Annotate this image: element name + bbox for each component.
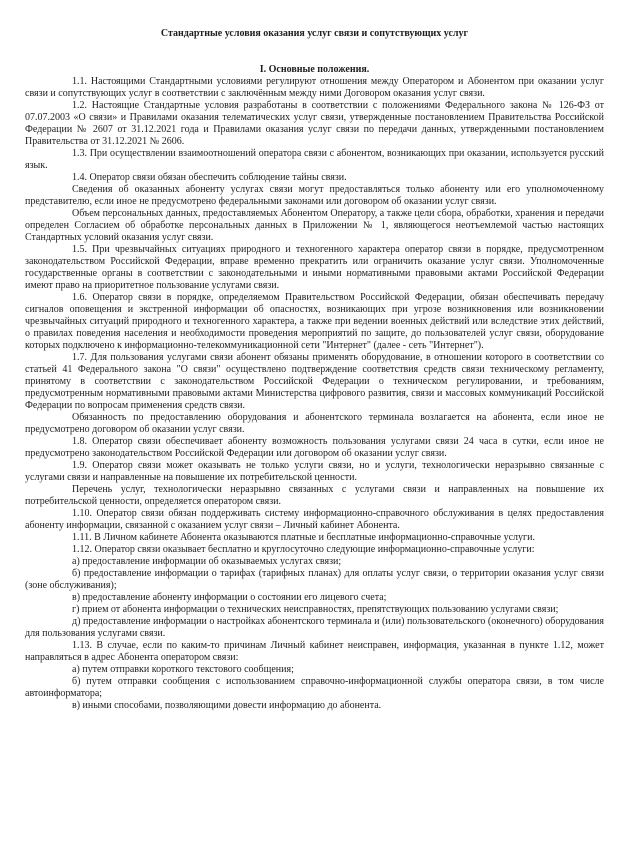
paragraph-1-10: 1.10. Оператор связи обязан поддерживать систему информационно-справочного обслуживания в целях предоставления абоненту информации, связанной с оказанием услуг связи – Личный кабинет Абонента. [25, 508, 604, 531]
paragraph-1-13: 1.13. В случае, если по каким-то причинам Личный кабинет неисправен, информация, указанная в пункте 1.12, может направляться в адрес Абонента оператором связи: [25, 640, 604, 663]
paragraph-1-7: 1.7. Для пользования услугами связи абонент обязаны применять оборудование, в отношении которого в соответствии со статьей 41 Федерального закона "О связи" осуществлено подтверждение соответствия средств связи техническому регламенту, принятому в соответствии с законодательством Российской Федерации о техническом регулировании, и требованиям, предусмотренным нормативными правовыми актами Министерства цифрового развития, связи и массовых коммуникаций Российской Федерации по вопросам применения средств связи. [25, 352, 604, 411]
paragraph-1-2: 1.2. Настоящие Стандартные условия разработаны в соответствии с положениями Федерального закона № 126-ФЗ от 07.07.2003 «О связи» и Правилами оказания телематических услуг связи, утвержденные постановлением Правительства Российской Федерации № 2607 от 31.12.2021 года и Правилами оказания услуг связи по передачи данных, утвержденными постановлением Правительства от 31.12.2021 № 2606. [25, 100, 604, 147]
section-heading: I. Основные положения. [259, 64, 370, 75]
paragraph-1-12: 1.12. Оператор связи оказывает бесплатно и круглосуточно следующие информационно-справочные услуги: [72, 544, 535, 555]
document-title: Стандартные условия оказания услуг связи и сопутствующих услуг [160, 28, 469, 39]
paragraph-1-1: 1.1. Настоящими Стандартными условиями регулируют отношения между Оператором и Абонентом при оказании услуг связи и сопутствующих услуг в соответствии с заключённым между ними Договором оказания услуг связи. [25, 76, 604, 99]
paragraph-1-5: 1.5. При чрезвычайных ситуациях природного и техногенного характера оператор связи в порядке, предусмотренном законодательством Российской Федерации, вправе временно прекратить или ограничить оказание услуг связи. Уполномоченные государственные органы в соответствии с законодательными и иными нормативными правовыми актами Российской Федерации имеют право на приоритетное пользование услугами связи. [25, 244, 604, 291]
list-item-1-12-d: д) предоставление информации о настройках абонентского терминала и (или) пользовательского (оконечного) оборудования для пользования услугами связи. [25, 616, 604, 639]
paragraph-1-9: 1.9. Оператор связи может оказывать не только услуги связи, но и услуги, технологически неразрывно связанные с услугами связи и направленные на повышение их потребительской ценности. [25, 460, 604, 483]
list-item-1-12-v: в) предоставление абоненту информации о состоянии его лицевого счета; [72, 592, 387, 603]
paragraph-1-4-note-2: Объем персональных данных, предоставляемых Абонентом Оператору, а также цели сбора, обработки, хранения и передачи определен Согласием об обработке персональных данных в Приложении № 1, являющегося неотъемлемой частью настоящих Стандартных условий оказания услуг связи. [25, 208, 604, 243]
paragraph-1-4-note-1: Сведения об оказанных абоненту услугах связи могут предоставляться только абоненту или его уполномоченному представителю, если иное не предусмотрено федеральными законами или договором об оказании услуг связи. [25, 184, 604, 207]
list-item-1-12-a: а) предоставление информации об оказываемых услугах связи; [72, 556, 342, 567]
paragraph-1-8: 1.8. Оператор связи обеспечивает абоненту возможность пользования услугами связи 24 часа в сутки, если иное не предусмотрено законодательством Российской Федерации или договором об оказании услуг связи. [25, 436, 604, 459]
paragraph-1-6: 1.6. Оператор связи в порядке, определяемом Правительством Российской Федерации, обязан обеспечивать передачу сигналов оповещения и экстренной информации об опасностях, возникающих при угрозе возникновения или возникновении чрезвычайных ситуаций природного и техногенного характера, а также при ведении военных действий или вследствие этих действий, о правилах поведения населения и необходимости проведения мероприятий по защите, до пользователей услуг связи, оборудование которых подключено к информационно-телекоммуникационной сети "Интернет" (далее - сеть "Интернет"). [25, 292, 604, 351]
document-body [25, 76, 604, 712]
paragraph-1-4: 1.4. Оператор связи обязан обеспечить соблюдение тайны связи. [72, 172, 347, 183]
list-item-1-13-a: а) путем отправки короткого текстового сообщения; [72, 664, 294, 675]
paragraph-1-11: 1.11. В Личном кабинете Абонента оказываются платные и бесплатные информационно-справочные услуги. [72, 532, 535, 543]
paragraph-1-9-note: Перечень услуг, технологически неразрывно связанных с услугами связи и направленных на повышение их потребительской ценности, определяется оператором связи. [25, 484, 604, 507]
list-item-1-13-b: б) путем отправки сообщения с использованием справочно-информационной службы оператора связи, в том числе автоинформатора; [25, 676, 604, 699]
list-item-1-12-g: г) прием от абонента информации о технических неисправностях, препятствующих пользованию услугами связи; [72, 604, 559, 615]
paragraph-1-3: 1.3. При осуществлении взаимоотношений оператора связи с абонентом, возникающих при оказании, используется русский язык. [25, 148, 604, 171]
list-item-1-12-b: б) предоставление информации о тарифах (тарифных планах) для оплаты услуг связи, о территории оказания услуг связи (зоне обслуживания); [25, 568, 604, 591]
paragraph-1-7-note: Обязанность по предоставлению оборудования и абонентского терминала возлагается на абонента, если иное не предусмотрено договором об оказании услуг связи. [25, 412, 604, 435]
list-item-1-13-v: в) иными способами, позволяющими довести информацию до абонента. [72, 700, 382, 711]
